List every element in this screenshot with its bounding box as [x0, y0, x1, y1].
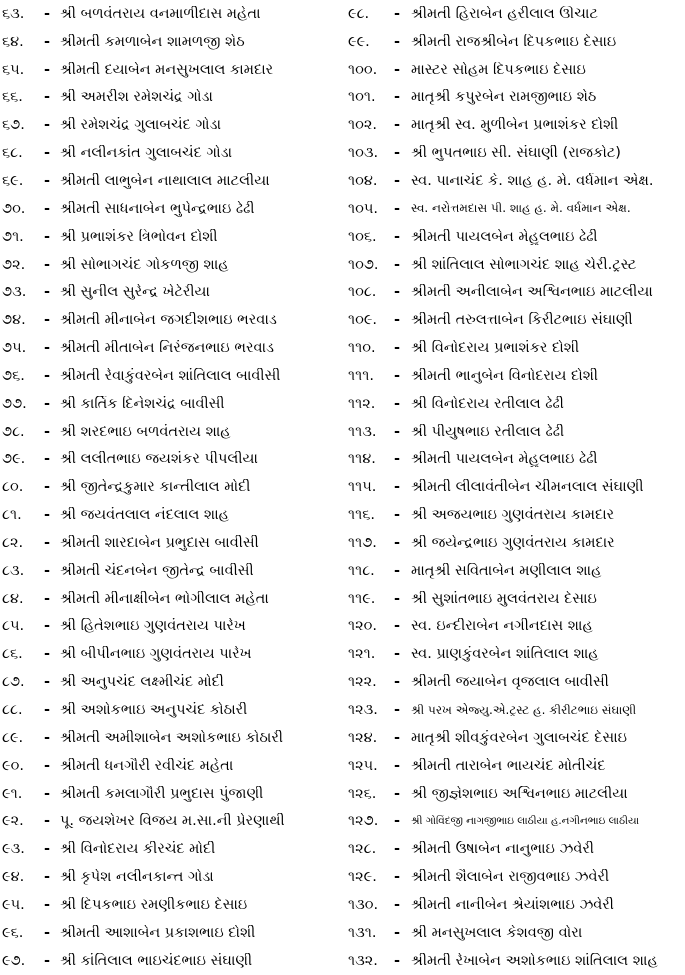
donor-number: ૬૩.: [2, 5, 25, 22]
separator-dash: -: [44, 618, 51, 635]
donor-name: શ્રી મનસુખલાલ કેશવજી વોરા: [411, 924, 583, 941]
donor-list-item: [0, 223, 342, 251]
donor-name: શ્રી જીતેન્દ્રકુમાર કાન્તીલાલ મોદી: [60, 479, 251, 496]
donor-list-item: [0, 334, 342, 362]
donor-list-item: [344, 501, 685, 529]
donor-name: માતૃશ્રી કપુરબેન રામજીભાઇ શેઠ: [411, 89, 597, 106]
donor-name: શ્રીમતી કમલાગૌરી પ્રભુદાસ પુંજાણી: [60, 785, 264, 802]
donor-number: ૧૦૧.: [348, 89, 376, 106]
donor-number: ૯૭.: [2, 952, 26, 969]
donor-list-item: [344, 251, 685, 279]
donor-name: શ્રીમતી શારદાબેન પ્રભુદાસ બાવીસી: [60, 534, 259, 551]
donor-name: શ્રી કાર્તિક દિનેશચંદ્ર બાવીસી: [60, 395, 225, 412]
donor-list-item: [344, 835, 685, 863]
separator-dash: -: [394, 340, 401, 357]
donor-number: ૧૩૧.: [348, 924, 377, 941]
donor-name: શ્રીમતી લાભુબેન નાથાલાલ માટલીયા: [60, 172, 270, 189]
donor-list-item: [0, 947, 342, 975]
donor-name: સ્વ. પાનાચંદ કે. શાહ હ. મે. વર્ધમાન એક્ષ.: [411, 172, 654, 189]
donor-list-item: [0, 696, 342, 724]
donor-name: શ્રી કૃપેશ નલીનકાન્ત ગોડા: [60, 869, 214, 886]
donor-number: ૮૭.: [2, 674, 25, 691]
donor-number: ૮૬.: [2, 646, 23, 663]
donor-number: ૧૦૪.: [348, 172, 378, 189]
separator-dash: -: [44, 117, 51, 134]
donor-name: શ્રીમતી અનીલાબેન અશ્વિનભાઇ માટલીયા: [411, 284, 653, 301]
donor-list-item: [0, 362, 342, 390]
donor-name: શ્રી કાંતિલાલ ભાઇચંદભાઇ સંઘાણી: [60, 952, 253, 969]
donor-number: ૧૨૬.: [348, 785, 377, 802]
donor-number: ૧૦૫.: [348, 200, 378, 217]
separator-dash: -: [394, 479, 401, 496]
donor-list-item: [344, 446, 685, 474]
donor-list-item: [344, 362, 685, 390]
donor-number: ૯૫.: [2, 896, 25, 913]
separator-dash: -: [394, 145, 401, 162]
donor-list-item: [344, 529, 685, 557]
donor-list-item: [0, 585, 342, 613]
separator-dash: -: [394, 785, 401, 802]
separator-dash: -: [44, 813, 51, 830]
donor-name: શ્રી જયવંતલાલ નંદલાલ શાહ: [60, 507, 229, 524]
donor-number: ૬૯.: [2, 172, 24, 189]
donor-list-item: [0, 919, 342, 947]
donor-list-item: [344, 223, 685, 251]
donor-list-item: [344, 640, 685, 668]
separator-dash: -: [394, 590, 401, 607]
donor-list-item: [0, 724, 342, 752]
donor-list-item: [0, 28, 342, 56]
donor-name: શ્રીમતી ભાનુબેન વિનોદરાય દોશી: [411, 367, 599, 384]
donor-number: ૧૦૬.: [348, 228, 377, 245]
donor-name: શ્રી અજયભાઇ ગુણવંતરાય કામદાર: [411, 507, 615, 524]
donor-list-item: [0, 613, 342, 641]
separator-dash: -: [394, 813, 401, 830]
right-donor-column: [344, 0, 685, 975]
donor-name: શ્રી બીપીનભાઇ ગુણવંતરાય પારેખ: [60, 646, 252, 663]
donor-number: ૧૧૪.: [348, 451, 376, 468]
donor-number: ૧૧૭.: [348, 534, 377, 551]
separator-dash: -: [44, 534, 51, 551]
separator-dash: -: [44, 729, 51, 746]
donor-list-item: [0, 278, 342, 306]
donor-number: ૮૪.: [2, 590, 24, 607]
donor-list-item: [344, 473, 685, 501]
donor-number: ૯૧.: [2, 785, 23, 802]
donor-name: શ્રી લલીતભાઇ જયશંકર પીપલીયા: [60, 451, 258, 468]
donor-number: ૧૨૨.: [348, 674, 377, 691]
donor-number: ૬૬.: [2, 89, 23, 106]
donor-number: ૯૬.: [2, 924, 24, 941]
donor-list-item: [344, 334, 685, 362]
donor-name: શ્રીમતી ઉષાબેન નાનુભાઇ ઝવેરી: [411, 841, 594, 858]
donor-list-item: [344, 0, 685, 28]
donor-number: ૯૯.: [348, 33, 370, 50]
separator-dash: -: [394, 507, 401, 524]
donor-number: ૧૨૯.: [348, 869, 377, 886]
donor-list-item: [344, 947, 685, 975]
donor-list-item: [0, 668, 342, 696]
donor-list-item: [0, 501, 342, 529]
donor-list-item: [0, 167, 342, 195]
donor-name: શ્રી દિપકભાઇ રમણીકભાઇ દેસાઇ: [60, 896, 248, 913]
donor-number: ૧૦૯.: [348, 312, 378, 329]
separator-dash: -: [394, 869, 401, 886]
donor-list-item: [344, 919, 685, 947]
donor-name: શ્રીમતી આશાબેન પ્રકાશભાઇ દોશી: [60, 924, 256, 941]
donor-list-item: [0, 418, 342, 446]
donor-name: માતૃશ્રી શીવકુંવરબેન ગુલાબચંદ દેસાઇ: [411, 729, 627, 746]
donor-number: ૯૪.: [2, 869, 25, 886]
donor-number: ૧૨૭.: [348, 813, 379, 830]
donor-name: શ્રી સોભાગચંદ ગોકળજી શાહ: [60, 256, 229, 273]
separator-dash: -: [44, 674, 51, 691]
separator-dash: -: [44, 395, 51, 412]
donor-number: ૧૦૨.: [348, 117, 377, 134]
donor-name: શ્રી જયેન્દ્રભાઇ ગુણવંતરાય કામદાર: [411, 534, 615, 551]
donor-name: શ્રી વિનોદરાય પ્રભાશંકર દોશી: [411, 340, 580, 357]
donor-list-item: [344, 278, 685, 306]
donor-name: શ્રીમતી લીલાવંતીબેન ચીમનલાલ સંઘાણી: [411, 479, 644, 496]
donor-number: ૧૩૨.: [348, 952, 378, 969]
donor-number: ૧૦૭.: [348, 256, 379, 273]
donor-number: ૯૦.: [2, 757, 24, 774]
donor-name: શ્રીમતી હિરાબેન હરીલાલ ઊંચાટ: [411, 5, 598, 22]
donor-list-item: [0, 473, 342, 501]
donor-name: શ્રીમતી તરુલત્તાબેન કિરીટભાઇ સંઘાણી: [411, 312, 633, 329]
separator-dash: -: [394, 952, 401, 969]
donor-list-item: [344, 56, 685, 84]
donor-name: શ્રી રમેશચંદ્ર ગુલાબચંદ ગોડા: [60, 117, 222, 134]
donor-name: શ્રીમતી રાજશ્રીબેન દિપકભાઇ દેસાઇ: [411, 33, 617, 50]
donor-number: ૧૦૩.: [348, 145, 379, 162]
separator-dash: -: [394, 200, 401, 217]
donor-number: ૬૪.: [2, 33, 24, 50]
donor-list-item: [0, 139, 342, 167]
donor-list-item: [344, 724, 685, 752]
donor-list-item: [0, 306, 342, 334]
donor-number: ૯૮.: [348, 5, 370, 22]
donor-number: ૧૨૪.: [348, 729, 378, 746]
donor-list-item: [0, 111, 342, 139]
donor-list-item: [344, 780, 685, 808]
donor-number: ૧૨૧.: [348, 646, 376, 663]
donor-name: શ્રીમતી ચંદનબેન જીતેન્દ્ર બાવીસી: [60, 562, 254, 579]
donor-list-item: [0, 446, 342, 474]
donor-name: શ્રીમતી મીનાબેન જગદીશભાઇ ભરવાડ: [60, 312, 277, 329]
separator-dash: -: [44, 33, 51, 50]
donor-list-item: [344, 390, 685, 418]
donor-list-item: [344, 557, 685, 585]
donor-list-item: [0, 251, 342, 279]
donor-list-item: [344, 863, 685, 891]
donor-name: સ્વ. નરોત્તમદાસ પી. શાહ હ. મે. વર્ધમાન એક્ષ.: [411, 201, 631, 216]
donor-list-item: [344, 306, 685, 334]
separator-dash: -: [44, 423, 51, 440]
separator-dash: -: [394, 172, 401, 189]
separator-dash: -: [44, 451, 51, 468]
donor-list-item: [0, 640, 342, 668]
separator-dash: -: [394, 729, 401, 746]
donor-list-item: [0, 529, 342, 557]
donor-number: ૯૩.: [2, 841, 25, 858]
donor-number: ૧૨૦.: [348, 618, 377, 635]
donor-name: સ્વ. ઇન્દીરાબેન નગીનદાસ શાહ: [411, 618, 593, 635]
donor-number: ૧૨૫.: [348, 757, 378, 774]
separator-dash: -: [44, 172, 51, 189]
donor-list-item: [344, 696, 685, 724]
donor-list-item: [344, 111, 685, 139]
donor-number: ૭૦.: [2, 200, 26, 217]
separator-dash: -: [394, 89, 401, 106]
donor-name: શ્રીમતી અમીશાબેન અશોકભાઇ કોઠારી: [60, 729, 283, 746]
separator-dash: -: [394, 451, 401, 468]
donor-name: શ્રી પરખ એજ્યુ.એ.ટ્રસ્ટ હ. કીરીટભાઇ સંઘાણી: [411, 702, 637, 717]
donor-number: ૮૯.: [2, 729, 24, 746]
donor-number: ૧૧૬.: [348, 507, 375, 524]
donor-list-item: [344, 167, 685, 195]
donor-number: ૭૧.: [2, 228, 24, 245]
donor-list-item: [344, 613, 685, 641]
separator-dash: -: [394, 367, 401, 384]
donor-number: ૧૦૦.: [348, 61, 378, 78]
donor-list-item: [0, 195, 342, 223]
separator-dash: -: [44, 145, 51, 162]
donor-name: શ્રી ભુપતભાઇ સી. સંઘાણી (રાજકોટ): [411, 145, 621, 162]
donor-name: શ્રી પીયુષભાઇ રતીલાલ ઢેઢી: [411, 423, 565, 440]
donor-list-item: [0, 807, 342, 835]
separator-dash: -: [44, 924, 51, 941]
donor-name: શ્રી શાંતિલાલ સોભાગચંદ શાહ ચેરી.ટ્રસ્ટ: [411, 256, 637, 273]
donor-number: ૧૧૩.: [348, 423, 377, 440]
donor-number: ૮૩.: [2, 562, 25, 579]
separator-dash: -: [44, 952, 51, 969]
donor-name: શ્રીમતી શૈલાબેન રાજીવભાઇ ઝવેરી: [411, 869, 610, 886]
donor-number: ૮૮.: [2, 702, 23, 719]
separator-dash: -: [44, 89, 51, 106]
separator-dash: -: [394, 841, 401, 858]
separator-dash: -: [44, 284, 51, 301]
separator-dash: -: [394, 896, 401, 913]
donor-list-item: [344, 195, 685, 223]
separator-dash: -: [44, 869, 51, 886]
separator-dash: -: [44, 228, 51, 245]
separator-dash: -: [44, 340, 51, 357]
separator-dash: -: [394, 423, 401, 440]
donor-list-item: [0, 780, 342, 808]
donor-list-item: [0, 835, 342, 863]
separator-dash: -: [44, 785, 51, 802]
donor-list-item: [0, 56, 342, 84]
donor-name: શ્રીમતી મીનાક્ષીબેન ભોગીલાલ મહેતા: [60, 590, 269, 607]
separator-dash: -: [44, 5, 51, 22]
donor-number: ૮૨.: [2, 534, 24, 551]
donor-name: શ્રી અમરીશ રમેશચંદ્ર ગોડા: [60, 89, 213, 106]
separator-dash: -: [44, 896, 51, 913]
donor-name: સ્વ. પ્રાણકુંવરબેન શાંતિલાલ શાહ: [411, 646, 599, 663]
donor-number: ૧૧૯.: [348, 590, 376, 607]
donor-list-item: [0, 84, 342, 112]
separator-dash: -: [394, 33, 401, 50]
donor-number: ૭૬.: [2, 367, 25, 384]
donor-number: ૧૧૮.: [348, 562, 375, 579]
separator-dash: -: [394, 534, 401, 551]
donor-list-item: [0, 752, 342, 780]
donor-list-item: [344, 752, 685, 780]
separator-dash: -: [44, 200, 51, 217]
donor-name: શ્રીમતી જયાબેન વૃજલાલ બાવીસી: [411, 674, 609, 691]
donor-number: ૭૨.: [2, 256, 26, 273]
donor-list-item: [344, 418, 685, 446]
donor-name: શ્રી નલીનકાંત ગુલાબચંદ ગોડા: [60, 145, 233, 162]
separator-dash: -: [394, 674, 401, 691]
donor-list-item: [344, 139, 685, 167]
donor-number: ૭૭.: [2, 395, 27, 412]
donor-number: ૧૧૦.: [348, 340, 376, 357]
donor-number: ૭૪.: [2, 312, 26, 329]
donor-name: શ્રીમતી પાયલબેન મેહુલભાઇ ઢેઢી: [411, 228, 598, 245]
donor-list-item: [0, 390, 342, 418]
donor-name: શ્રીમતી કમળાબેન શામળજી શેઠ: [60, 33, 245, 50]
donor-name: શ્રીમતી રેવાકુંવરબેન શાંતિલાલ બાવીસી: [60, 367, 281, 384]
separator-dash: -: [44, 61, 51, 78]
donor-name: શ્રીમતી સાધનાબેન ભુપેન્દ્રભાઇ ઢેઢી: [60, 200, 255, 217]
donor-name: શ્રીમતી ધનગૌરી રવીચંદ મહેતા: [60, 757, 234, 774]
donor-list-item: [344, 585, 685, 613]
donor-name: શ્રી ગોવિંદજી નાગજીભાઇ લાઠીયા હ.નગીનભાઇ લાઠીયા: [411, 814, 640, 827]
separator-dash: -: [394, 702, 401, 719]
donor-number: ૬૭.: [2, 117, 25, 134]
donor-name: શ્રી હિતેશભાઇ ગુણવંતરાય પારેખ: [60, 618, 246, 635]
donor-number: ૬૮.: [2, 145, 23, 162]
donor-number: ૯૨.: [2, 813, 24, 830]
donor-number: ૮૦.: [2, 479, 24, 496]
separator-dash: -: [394, 646, 401, 663]
donor-name: શ્રીમતી નાનીબેન શ્રેયાંશભાઇ ઝવેરી: [411, 896, 614, 913]
separator-dash: -: [44, 590, 51, 607]
donor-name: શ્રી સુનીલ સુરેન્દ્ર ખેટેરીયા: [60, 284, 210, 301]
donor-name: શ્રીમતી પાયલબેન મેહુલભાઇ ઢેઢી: [411, 451, 598, 468]
separator-dash: -: [44, 841, 51, 858]
donor-list-item: [344, 84, 685, 112]
separator-dash: -: [44, 646, 51, 663]
donor-list-item: [0, 863, 342, 891]
donor-name: માતૃશ્રી સવિતાબેન મણીલાલ શાહ: [411, 562, 602, 579]
separator-dash: -: [394, 61, 401, 78]
separator-dash: -: [44, 757, 51, 774]
donor-list-item: [344, 891, 685, 919]
donor-number: ૧૨૩.: [348, 702, 378, 719]
separator-dash: -: [394, 562, 401, 579]
donor-name: માસ્ટર સોહમ દિપકભાઇ દેસાઇ: [411, 61, 586, 78]
donor-number: ૮૫.: [2, 618, 25, 635]
separator-dash: -: [394, 284, 401, 301]
donor-number: ૧૨૮.: [348, 841, 377, 858]
separator-dash: -: [394, 228, 401, 245]
separator-dash: -: [394, 618, 401, 635]
donor-name: શ્રી વિનોદરાય રતીલાલ ઢેઢી: [411, 395, 564, 412]
separator-dash: -: [394, 924, 401, 941]
donor-name: શ્રી વિનોદરાય કીરચંદ મોદી: [60, 841, 216, 858]
donor-list-item: [344, 668, 685, 696]
separator-dash: -: [394, 312, 401, 329]
separator-dash: -: [394, 256, 401, 273]
donor-name: શ્રીમતી તારાબેન ભાયચંદ મોતીચંદ: [411, 757, 606, 774]
separator-dash: -: [394, 757, 401, 774]
left-donor-column: [0, 0, 342, 975]
separator-dash: -: [394, 395, 401, 412]
separator-dash: -: [44, 312, 51, 329]
donor-name: શ્રી સુશાંતભાઇ મુલવંતરાય દેસાઇ: [411, 590, 597, 607]
donor-name: શ્રીમતી મીતાબેન નિરંજનભાઇ ભરવાડ: [60, 340, 274, 357]
donor-name: શ્રી અશોકભાઇ અનુપચંદ કોઠારી: [60, 702, 248, 719]
donor-name: શ્રી જીજ્ઞેશભાઇ અશ્વિનભાઇ માટલીયા: [411, 785, 628, 802]
donor-name: શ્રી અનુપચંદ લક્ષ્મીચંદ મોદી: [60, 674, 224, 691]
donor-name: પૂ. જયશેખર વિજય મ.સા.ની પ્રેરણાથી: [60, 813, 285, 830]
donor-number: ૧૧૨.: [348, 395, 376, 412]
separator-dash: -: [44, 702, 51, 719]
donor-number: ૧૧૫.: [348, 479, 377, 496]
donor-name: શ્રી બળવંતરાય વનમાળીદાસ મહેતા: [60, 5, 261, 22]
separator-dash: -: [44, 562, 51, 579]
donor-name: શ્રી પ્રભાશંકર ત્રિભોવન દોશી: [60, 228, 218, 245]
separator-dash: -: [394, 117, 401, 134]
donor-number: ૧૦૮.: [348, 284, 377, 301]
donor-list-item: [0, 557, 342, 585]
separator-dash: -: [44, 479, 51, 496]
separator-dash: -: [44, 367, 51, 384]
separator-dash: -: [44, 507, 51, 524]
donor-list-item: [344, 28, 685, 56]
donor-list-item: [344, 807, 685, 835]
separator-dash: -: [44, 256, 51, 273]
donor-number: ૭૮.: [2, 423, 25, 440]
donor-name: શ્રીમતી રેખાબેન અશોકભાઇ શાંતિલાલ શાહ: [411, 952, 658, 969]
donor-list-item: [0, 891, 342, 919]
donor-name: શ્રી શરદભાઇ બળવંતરાય શાહ: [60, 423, 231, 440]
donor-number: ૭૩.: [2, 284, 27, 301]
donor-number: ૮૧.: [2, 507, 22, 524]
donor-number: ૧૧૧.: [348, 367, 374, 384]
donor-list-item: [0, 0, 342, 28]
donor-name: શ્રીમતી દયાબેન મનસુખલાલ કામદાર: [60, 61, 274, 78]
donor-number: ૧૩૦.: [348, 896, 379, 913]
donor-number: ૭૯.: [2, 451, 26, 468]
donor-name: માતૃશ્રી સ્વ. મુળીબેન પ્રભાશંકર દોશી: [411, 117, 619, 134]
donor-number: ૬૫.: [2, 61, 25, 78]
separator-dash: -: [394, 5, 401, 22]
donor-number: ૭૫.: [2, 340, 27, 357]
